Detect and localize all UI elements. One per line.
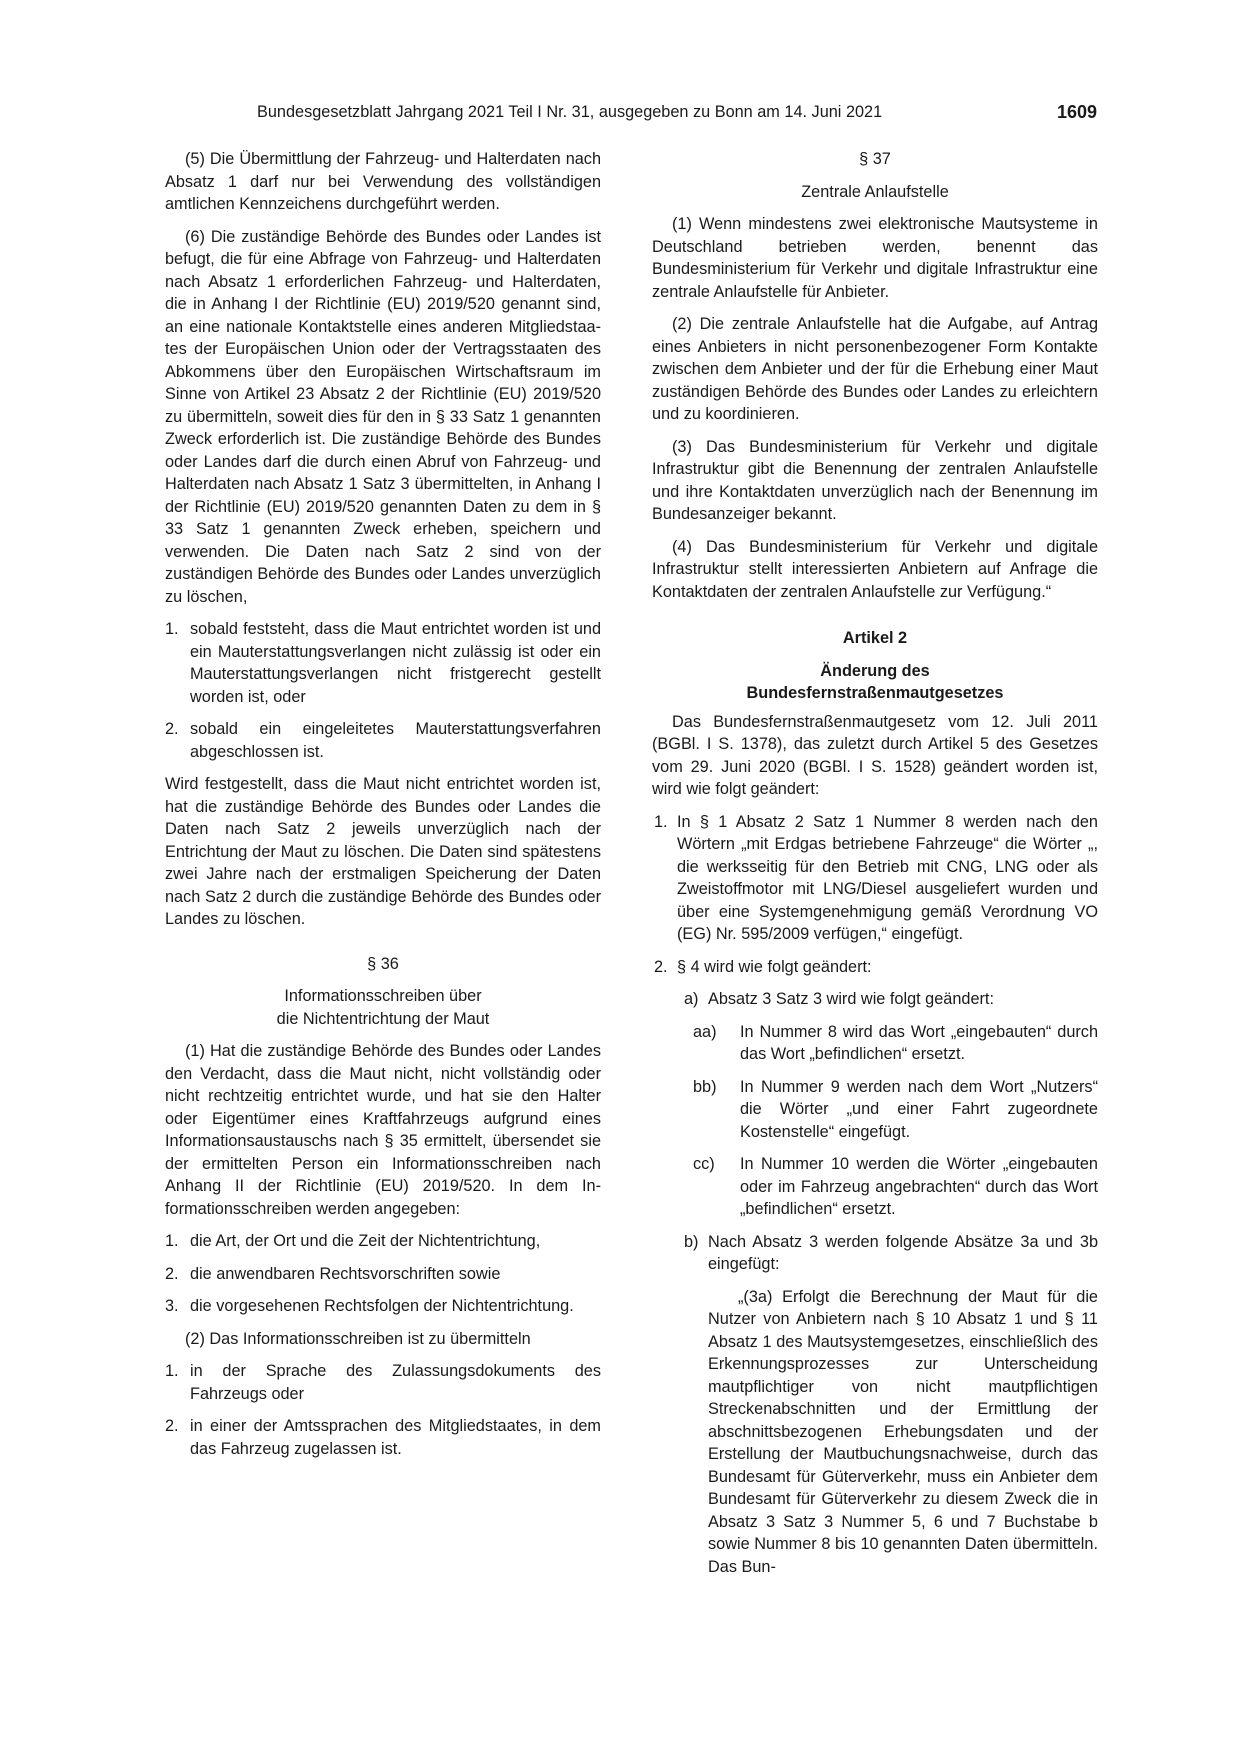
list-item: 3. die vorgesehenen Rechtsfolgen der Nichtentrichtung. <box>165 1297 574 1315</box>
list-item: aa) In Nummer 8 wird das Wort „eingebauten“ durch das Wort „befindlichen“ ersetzt. <box>693 1022 1098 1063</box>
section-37-paragraph-4: (4) Das Bundesministerium für Verkehr und digitale Infrastruktur stellt interessierten Anbietern auf Anfrage die Kontaktdaten der zentralen Anlaufstelle zur Verfügung.“ <box>652 537 1098 601</box>
section-37-number: § 37 <box>859 150 891 168</box>
gazette-title: Bundesgesetzblatt Jahrgang 2021 Teil I Nr. 31, ausgegeben zu Bonn am 14. Juni 2021 <box>257 103 883 121</box>
article-2-number: Artikel 2 <box>842 629 908 647</box>
list-item: bb) In Nummer 9 werden nach dem Wort „Nutzers“ die Wörter „und einer Fahrt zugeordnete Kostenstelle“ eingefügt. <box>693 1077 1098 1141</box>
list-item: 2. § 4 wird wie folgt geändert: <box>654 957 872 976</box>
page-header <box>257 100 1097 124</box>
section-36-number: § 36 <box>367 954 399 973</box>
list-item: 1. In § 1 Absatz 2 Satz 1 Nummer 8 werden nach den Wörtern „mit Erdgas betriebene Fahrzeuge“ die Wörter „, die werksseitig für den Betrieb mit CNG, LNG oder als Zweistoffmotor mit LNG/Diesel ausgeliefert wurden und über eine Systemgenehmigung gemäß Verordnung VO (EG) Nr. 595/2009 verfügen,“ eingefügt. <box>654 812 1098 943</box>
section-37-paragraph-1: (1) Wenn mindestens zwei elektronische Mautsysteme in Deutschland betrieben werden, benennt das Bundesministerium für Verkehr und digitale Infrastruktur eine zentrale Anlaufstelle für Anbieter. <box>652 215 1098 301</box>
article-2-title-line2: Bundesfernstraßenmautgesetzes <box>746 684 1004 702</box>
quoted-paragraph-3a: „(3a) Erfolgt die Berechnung der Maut für die Nutzer von Anbietern nach § 10 Absatz 1 und § 11 Absatz 1 des Mautsystemgesetzes, einschließlich des Erkennungsprozesses zur Unterscheidung mautpflichtiger von nicht mautpflichtigen Streckenabschnitten und der Ermittlung der abschnittsbezogenen Erhebungsdaten und der Erstellung der Mautbuchungsnachweise, durch das Bundesamt für Güterverkehr, muss ein Anbieter dem Bundesamt für Güterverkehr zu diesem Zweck die in Absatz 3 Satz 3 Nummer 5, 6 und 7 Buchstabe b sowie Nummer 8 bis 10 genannten Daten übermitteln. Das Bun- <box>708 1287 1098 1576</box>
section-37-title: Zentrale Anlaufstelle <box>801 182 949 201</box>
section-37-paragraph-3: (3) Das Bundesministerium für Verkehr und digitale Infrastruktur gibt die Benennung der zentralen Anlaufstelle und ihre Kontaktdaten unverzüglich nach der Benennung im Bundesanzeiger bekannt. <box>652 437 1098 523</box>
section-36-title-line2: die Nichtentrichtung der Maut <box>276 1009 490 1028</box>
section-36-paragraph-1: (1) Hat die zuständige Behörde des Bundes oder Landes den Verdacht, dass die Maut nicht, nicht vollständig oder nicht rechtzeitig entrichtet wurde, und hat sie den Halter oder Eigentümer eines Kraftfahrzeugs aufgrund eines Informationsaustauschs nach § 35 ermittelt, übersendet sie der ermittelten Person ein Informationsschreiben nach Anhang II der Richtlinie (EU) 2019/520. In dem Informationsschreiben werden angegeben: <box>165 1042 601 1218</box>
section-36-title-line1: Informationsschreiben über <box>284 987 482 1005</box>
left-column <box>165 148 601 1470</box>
paragraph-6-continued: Wird festgestellt, dass die Maut nicht entrichtet worden ist, hat die zuständige Behörde des Bundes oder Landes die Daten nach Satz 2 jeweils unverzüglich nach der Entrichtung der Maut zu löschen. Die Daten sind spätestens zwei Jahre nach der erstmaligen Speicherung der Daten nach Satz 2 durch die zuständige Behörde des Bundes oder Landes zu löschen. <box>165 775 601 928</box>
section-37-paragraph-2: (2) Die zentrale Anlaufstelle hat die Aufgabe, auf Antrag eines Anbieters in nicht personenbezogener Form Kontakte zwischen dem Anbieter und der für die Erhebung einer Maut zuständigen Behörde des Bundes oder Landes zu erleichtern und zu koordinieren. <box>652 315 1098 423</box>
list-item: cc) In Nummer 10 werden die Wörter „eingebauten oder im Fahrzeug angebrachten“ durch das Wort „befindlichen“ ersetzt. <box>693 1155 1098 1218</box>
article-2-intro: Das Bundesfernstraßenmautgesetz vom 12. Juli 2011 (BGBl. I S. 1378), das zuletzt durch Artikel 5 des Gesetzes vom 29. Juni 2020 (BGBl. I S. 1528) geändert worden ist, wird wie folgt geändert: <box>652 712 1098 798</box>
list-item: 1. in der Sprache des Zulassungsdokuments des Fahrzeugs oder <box>165 1362 601 1403</box>
list-item: 1. die Art, der Ort und die Zeit der Nichtentrichtung, <box>165 1232 541 1250</box>
section-36-paragraph-2: (2) Das Informationsschreiben ist zu übermitteln <box>185 1329 531 1348</box>
paragraph-5: (5) Die Übermittlung der Fahrzeug- und Halterdaten nach Absatz 1 darf nur bei Verwendung des vollständigen amtlichen Kennzeichens durchgeführt werden. <box>165 150 601 213</box>
list-item: 2. die anwendbaren Rechtsvorschriften sowie <box>165 1264 501 1283</box>
list-item: 1. sobald feststeht, dass die Maut entrichtet worden ist und ein Mauterstattungsverlangen nicht zulässig ist oder ein Mauterstattungsverlangen nicht fristgerecht gestellt worden ist, oder <box>165 620 601 706</box>
list-item: 2. sobald ein eingeleitetes Mauterstattungsverfahren abgeschlossen ist. <box>165 720 601 761</box>
right-column <box>652 148 1098 1588</box>
list-item: b) Nach Absatz 3 werden folgende Absätze 3a und 3b eingefügt: <box>684 1232 1098 1273</box>
list-item: a) Absatz 3 Satz 3 wird wie folgt geändert: <box>684 990 994 1008</box>
paragraph-6: (6) Die zuständige Behörde des Bundes oder Landes ist befugt, die für eine Abfrage von Fahrzeug- und Halterdaten nach Absatz 1 erforderlichen Fahrzeug- und Halterdaten, die in Anhang I der Richtlinie (EU) 2019/520 genannt sind, an eine nationale Kontaktstelle eines anderen Mitgliedstaates der Europäischen Union oder der Vertragsstaaten des Abkommens über den Europäischen Wirtschaftsraum im Sinne von Artikel 23 Absatz 2 der Richtlinie (EU) 2019/520 zu übermitteln, soweit dies für den in § 33 Satz 1 genannten Zweck erforderlich ist. Die zuständige Behörde des Bundes oder Landes darf die durch einen Abruf von Fahrzeug- und Halterdaten nach Absatz 1 Satz 3 übermittelten, in Anhang I der Richtlinie (EU) 2019/520 genannten Daten zu dem in § 33 Satz 1 genannten Zweck erheben, speichern und verwenden. Die Daten nach Satz 2 sind von der zuständigen Behörde des Bundes oder Landes unverzüglich zu löschen, <box>165 227 601 606</box>
article-2-title-line1: Änderung des <box>820 661 930 680</box>
page-number: 1609 <box>1056 102 1097 122</box>
list-item: 2. in einer der Amtssprachen des Mitgliedstaates, in dem das Fahrzeug zugelassen ist. <box>165 1417 601 1458</box>
